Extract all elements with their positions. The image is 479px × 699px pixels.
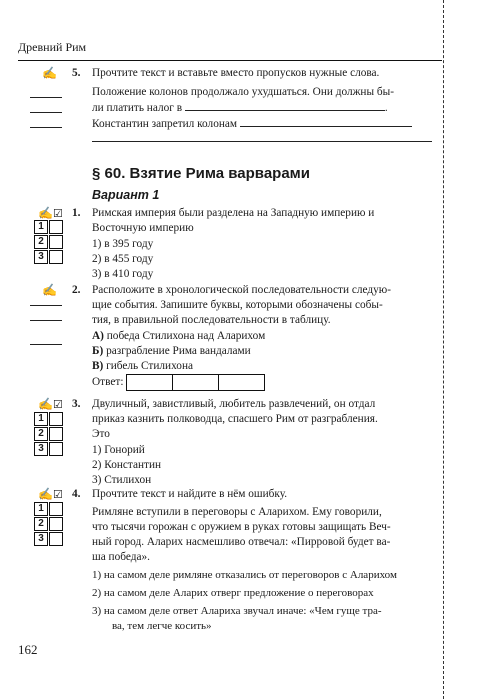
question-text: Двуличный, завистливый, любитель развлечений, он отдал: [92, 398, 376, 410]
answer-table: [126, 374, 265, 391]
answer-box[interactable]: [49, 532, 63, 546]
question-text: Римская империя были разделена на Западную империю и: [92, 207, 375, 219]
pen-icon: ✍: [42, 283, 57, 297]
option-letter: А): [92, 330, 104, 342]
question-text: Римляне вступили в переговоры с Аларихом. Ему говорили,: [92, 506, 382, 518]
answer-option: 3) в 410 году: [92, 268, 154, 280]
question-number: 3.: [72, 398, 81, 410]
option-text: разграбление Рима вандалами: [106, 345, 251, 357]
pen-icon: ✍: [42, 66, 57, 80]
box-number: 2: [34, 235, 48, 249]
box-number: 1: [34, 412, 48, 426]
answer-boxes: [34, 220, 63, 265]
margin-answer-line[interactable]: [30, 320, 62, 321]
answer-box[interactable]: [49, 517, 63, 531]
fill-blank-input[interactable]: [185, 100, 385, 111]
margin-answer-line[interactable]: [30, 127, 62, 128]
answer-box[interactable]: [49, 442, 63, 456]
answer-option: 1) Гонорий: [92, 444, 145, 456]
answer-box[interactable]: [49, 235, 63, 249]
fill-blank-input[interactable]: [240, 116, 412, 127]
box-number: 2: [34, 517, 48, 531]
fill-blank-prefix: ли платить налог в: [92, 102, 183, 114]
option-letter: Б): [92, 345, 104, 357]
box-number: 2: [34, 427, 48, 441]
answer-boxes: [34, 412, 63, 457]
answer-option: 2) Константин: [92, 459, 162, 471]
answer-option: 2) на самом деле Аларих отверг предложение о переговорах: [92, 587, 374, 599]
answer-row: [92, 374, 265, 391]
question-text: Это: [92, 428, 110, 440]
question-prompt: Прочтите текст и найдите в нём ошибку.: [92, 488, 288, 500]
answer-cell[interactable]: [219, 375, 264, 390]
checkbox-icon: ☑: [52, 399, 63, 411]
question-prompt: Прочтите текст и вставьте вместо пропусков нужные слова.: [92, 67, 380, 79]
question-text: приказ казнить полководца, спасшего Рим от разграбления.: [92, 413, 378, 425]
margin-answer-line[interactable]: [30, 97, 62, 98]
box-number: 1: [34, 502, 48, 516]
answer-option: [92, 359, 193, 375]
question-number: 2.: [72, 284, 81, 296]
answer-box[interactable]: [49, 220, 63, 234]
question-text: тия, в правильной последовательности в таблицу.: [92, 314, 331, 326]
question-text: щие события. Запишите буквы, которыми обозначены собы-: [92, 299, 383, 311]
page-number: 162: [18, 642, 38, 657]
fill-blank-prefix: Константин запретил колонам: [92, 118, 238, 130]
cut-line: [443, 0, 444, 699]
checkbox-icon: ☑: [52, 489, 63, 501]
section-title: § 60. Взятие Рима варварами: [92, 165, 310, 182]
question-text: ный город. Аларих насмешливо отвечал: «Пирровой будет ва-: [92, 536, 391, 548]
answer-option: [92, 329, 265, 345]
question-text: Расположите в хронологической последовательности следую-: [92, 284, 391, 296]
box-number: 1: [34, 220, 48, 234]
pen-icon: ✍: [38, 206, 53, 220]
box-number: 3: [34, 442, 48, 456]
fill-blank-input[interactable]: [92, 131, 432, 142]
answer-box[interactable]: [49, 412, 63, 426]
pen-icon: ✍: [38, 487, 53, 501]
option-text: победа Стилихона над Аларихом: [106, 330, 266, 342]
answer-box[interactable]: [49, 427, 63, 441]
question-number: 4.: [72, 488, 81, 500]
fill-blank-suffix: .: [384, 102, 388, 114]
answer-cell[interactable]: [173, 375, 219, 390]
question-number: 1.: [72, 207, 81, 219]
answer-option: 1) в 395 году: [92, 238, 154, 250]
answer-option: 3) Стилихон: [92, 474, 152, 486]
box-number: 3: [34, 532, 48, 546]
question-text: что тысячи горожан с оружием в руках готовы защищать Веч-: [92, 521, 391, 533]
header-rule: [18, 60, 442, 61]
question-text: Восточную империю: [92, 222, 194, 234]
fill-blank-line: [92, 100, 442, 117]
variant-label: Вариант 1: [92, 188, 160, 202]
answer-option: 2) в 455 году: [92, 253, 154, 265]
margin-answer-line[interactable]: [30, 344, 62, 345]
page-header: Древний Рим: [18, 40, 87, 54]
option-letter: В): [92, 360, 104, 372]
answer-option: 1) на самом деле римляне отказались от переговоров с Аларихом: [92, 569, 397, 581]
answer-box[interactable]: [49, 250, 63, 264]
option-text: гибель Стилихона: [106, 360, 194, 372]
answer-option: [92, 344, 251, 360]
question-text: ша победа».: [92, 551, 150, 563]
box-number: 3: [34, 250, 48, 264]
margin-answer-line[interactable]: [30, 305, 62, 306]
answer-box[interactable]: [49, 502, 63, 516]
question-text: Положение колонов продолжало ухудшаться. Они должны бы-: [92, 86, 394, 98]
margin-answer-line[interactable]: [30, 112, 62, 113]
answer-label: Ответ:: [92, 376, 124, 389]
answer-option: 3) на самом деле ответ Алариха звучал иначе: «Чем гуще тра-: [92, 605, 382, 617]
answer-boxes: [34, 502, 63, 547]
answer-option-continued: ва, тем легче косить»: [112, 620, 212, 632]
question-number: 5.: [72, 67, 81, 79]
pen-icon: ✍: [38, 397, 53, 411]
answer-cell[interactable]: [127, 375, 173, 390]
checkbox-icon: ☑: [52, 208, 63, 220]
